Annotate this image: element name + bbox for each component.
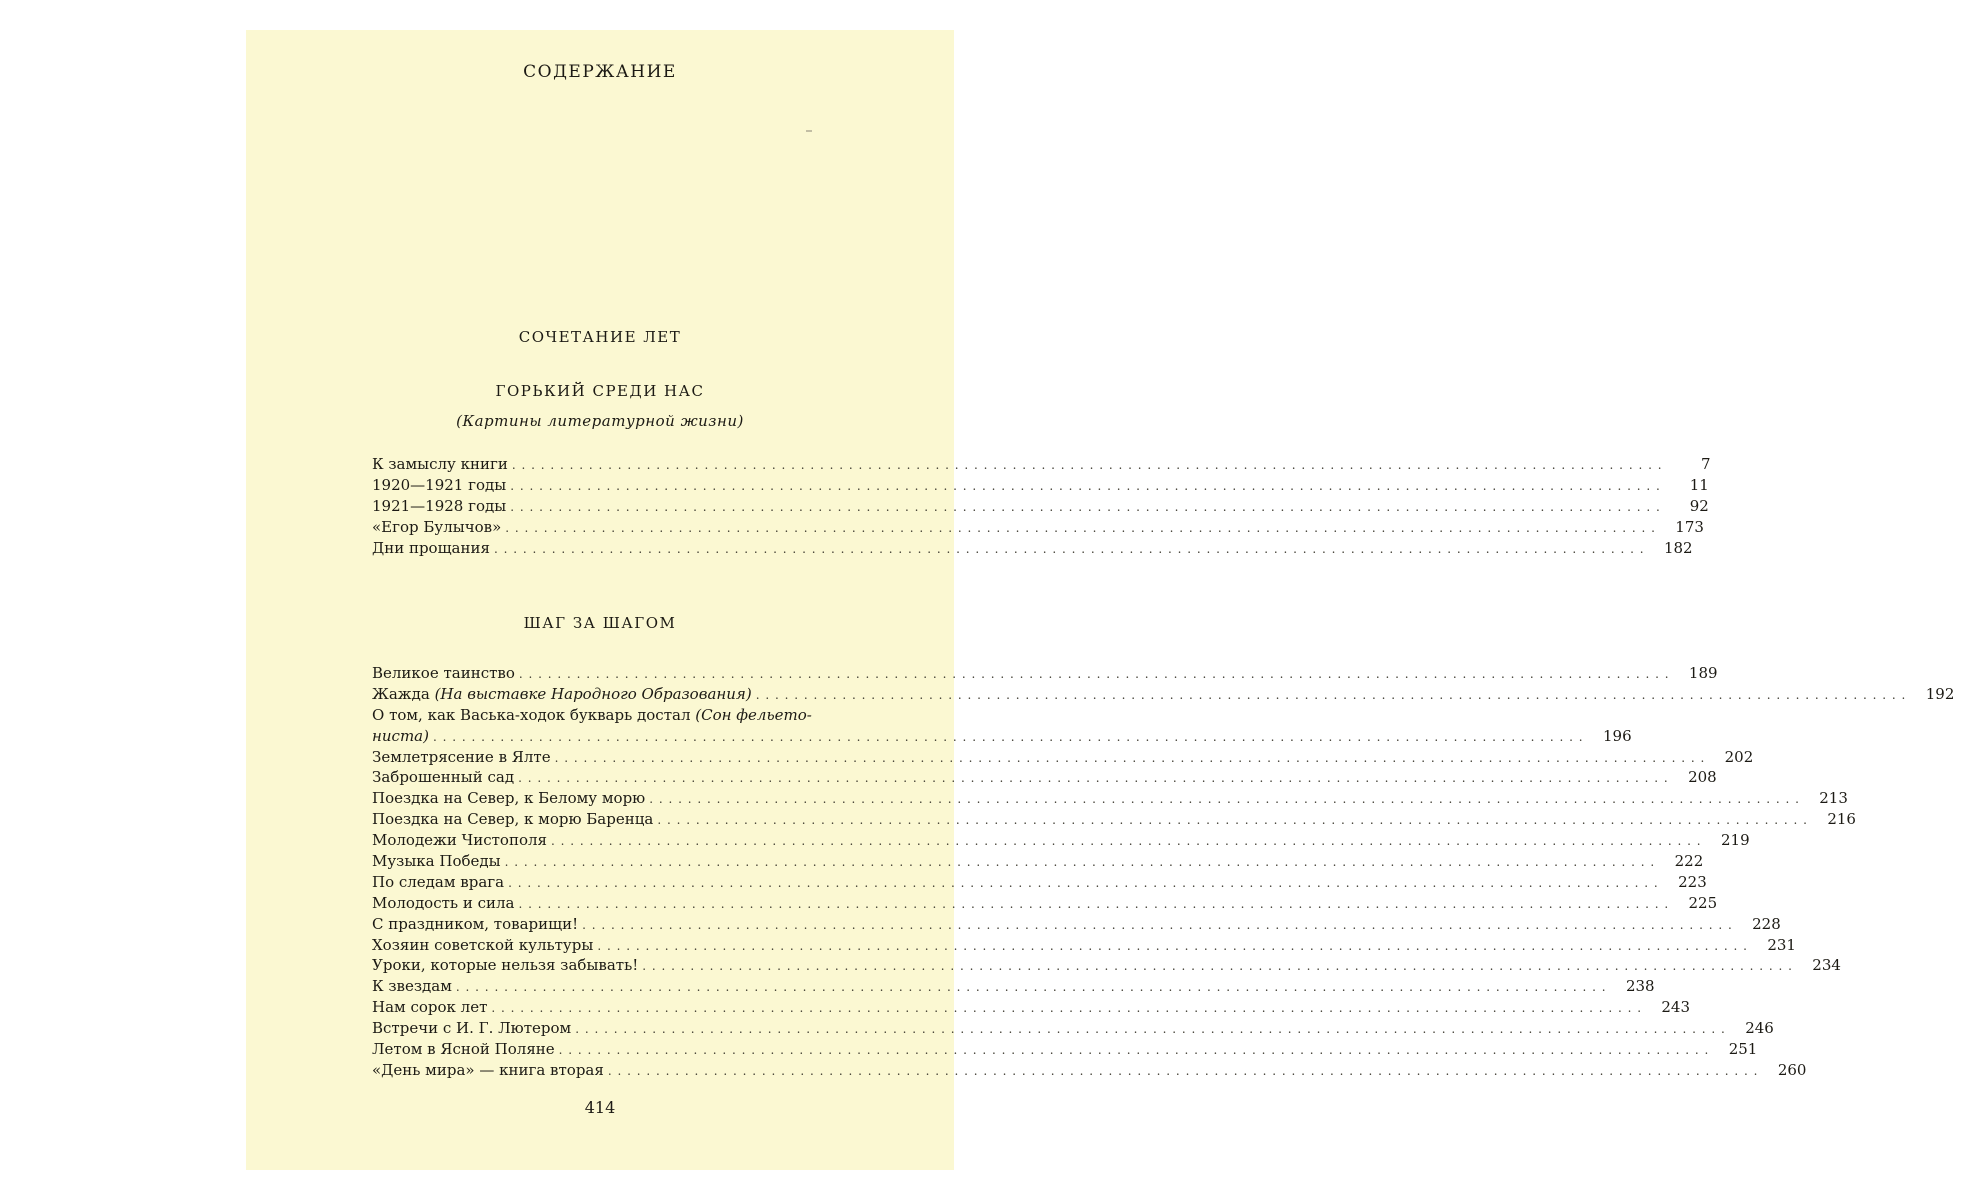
toc-entry-title-text: Поездка на Север, к Белому морю <box>372 789 646 808</box>
part-title: СОЧЕТАНИЕ ЛЕТ <box>518 328 682 346</box>
toc-entry-page: 202 <box>1724 747 1754 766</box>
toc-entry-title-text: Заброшенный сад <box>372 768 515 787</box>
toc-entry-title-text: Хозяин советской культуры <box>372 935 594 954</box>
toc-list-step-by-step <box>372 663 1955 1081</box>
toc-entry-page: 216 <box>1827 810 1856 829</box>
toc-entry <box>372 475 1709 496</box>
toc-list-gorky <box>372 454 1711 558</box>
toc-entry-title <box>372 976 452 997</box>
toc-leader-dots: . . . . . . . . . . . . . . . . . . . . . . . . . . . . . . . . . . . . . . . . . . . . . . . . . . . . . . . . . . . . . . . . . . . . . . . . . . . . . . . . . . . . . . . . . . . . . . . . . . . . . . . . . . . . . . . . . . . . . . . . <box>518 771 1669 786</box>
toc-entry-title <box>372 705 812 726</box>
toc-leader-dots: . . . . . . . . . . . . . . . . . . . . . . . . . . . . . . . . . . . . . . . . . . . . . . . . . . . . . . . . . . . . . . . . . . . . . . . . . . . . . . . . . . . . . . . . . . . . . . . . . . . . . . . . . . . . . . . . . . . . . . . . <box>642 959 1793 974</box>
toc-entry-page: 234 <box>1812 956 1841 975</box>
toc-entry-title <box>372 872 504 893</box>
toc-entry-title <box>372 788 645 809</box>
toc-entry-page: 231 <box>1767 935 1796 954</box>
toc-leader-dots: . . . . . . . . . . . . . . . . . . . . . . . . . . . . . . . . . . . . . . . . . . . . . . . . . . . . . . . . . . . . . . . . . . . . . . . . . . . . . . . . . . . . . . . . . . . . . . . . . . . . . . . . . . . . . . . . . . . . . . . . <box>657 813 1808 828</box>
toc-entry-title-text: 1921—1928 годы <box>372 496 507 515</box>
toc-entry-title <box>372 496 506 517</box>
toc-entry-page: 208 <box>1688 768 1717 787</box>
toc-entry-title-text: Молодежи Чистополя <box>372 831 547 850</box>
toc-entry-page: 238 <box>1625 977 1655 996</box>
toc-entry-title <box>372 684 752 705</box>
toc-entry <box>372 684 1955 705</box>
toc-entry <box>372 788 1848 809</box>
toc-entry-page: 189 <box>1688 664 1718 682</box>
toc-leader-dots: . . . . . . . . . . . . . . . . . . . . . . . . . . . . . . . . . . . . . . . . . . . . . . . . . . . . . . . . . . . . . . . . . . . . . . . . . . . . . . . . . . . . . . . . . . . . . . . . . . . . . . . . . . . . . . . . . . . . . . . . <box>493 541 1645 556</box>
toc-leader-dots: . . . . . . . . . . . . . . . . . . . . . . . . . . . . . . . . . . . . . . . . . . . . . . . . . . . . . . . . . . . . . . . . . . . . . . . . . . . . . . . . . . . . . . . . . . . . . . . . . . . . . . . . . . . . . . . . . . . . . . . . <box>510 478 1661 493</box>
toc-entry-title <box>372 955 638 976</box>
section-title-gorky: ГОРЬКИЙ СРЕДИ НАС <box>495 382 705 400</box>
toc-entry <box>372 1060 1807 1081</box>
toc-entry-page: 173 <box>1675 517 1704 536</box>
toc-entry-page: 213 <box>1819 789 1848 808</box>
toc-entry-title <box>372 809 653 830</box>
toc-entry-title-text: Музыка Победы <box>372 852 501 871</box>
toc-entry-page: 196 <box>1602 726 1632 745</box>
toc-entry-title-text: 1920—1921 годы <box>372 475 507 494</box>
toc-entry-title <box>372 454 508 475</box>
toc-entry-title <box>372 851 501 872</box>
toc-leader-dots: . . . . . . . . . . . . . . . . . . . . . . . . . . . . . . . . . . . . . . . . . . . . . . . . . . . . . . . . . . . . . . . . . . . . . . . . . . . . . . . . . . . . . . . . . . . . . . . . . . . . . . . . . . . . . . . . . . . . . . . . <box>491 1001 1643 1016</box>
toc-entry-title <box>372 830 547 851</box>
toc-entry-title <box>372 767 514 788</box>
toc-entry <box>372 705 884 726</box>
paper-speck <box>806 130 812 132</box>
toc-entry <box>372 496 1709 517</box>
toc-entry-page: 92 <box>1689 496 1709 515</box>
toc-entry <box>372 454 1711 475</box>
toc-entry-title-text: Землетрясение в Ялте <box>372 747 551 766</box>
toc-entry <box>372 747 1754 768</box>
toc-entry-title <box>372 475 506 496</box>
toc-entry-title-text: Летом в Ясной Поляне <box>372 1040 555 1059</box>
toc-leader-dots: . . . . . . . . . . . . . . . . . . . . . . . . . . . . . . . . . . . . . . . . . . . . . . . . . . . . . . . . . . . . . . . . . . . . . . . . . . . . . . . . . . . . . . . . . . . . . . . . . . . . . . . . . . . . . . . . . . . . . . . . <box>504 855 1656 870</box>
toc-entry-title <box>372 893 515 914</box>
toc-leader-dots: . . . . . . . . . . . . . . . . . . . . . . . . . . . . . . . . . . . . . . . . . . . . . . . . . . . . . . . . . . . . . . . . . . . . . . . . . . . . . . . . . . . . . . . . . . . . . . . . . . . . . . . . . . . . . . . . . . . . . . . . <box>550 834 1702 849</box>
toc-entry <box>372 1018 1774 1039</box>
toc-entry-page: 192 <box>1925 684 1955 703</box>
toc-entry-title-text: «День мира» — книга вторая <box>372 1060 604 1079</box>
toc-entry-title-text: Молодость и сила <box>372 893 515 912</box>
toc-entry-title-text: О том, как Васька-ходок букварь достал <box>372 705 691 724</box>
toc-leader-dots: . . . . . . . . . . . . . . . . . . . . . . . . . . . . . . . . . . . . . . . . . . . . . . . . . . . . . . . . . . . . . . . . . . . . . . . . . . . . . . . . . . . . . . . . . . . . . . . . . . . . . . . . . . . . . . . . . . . . . . . . <box>505 520 1656 535</box>
contents-heading: СОДЕРЖАНИЕ <box>523 62 677 82</box>
section-title-step-by-step: ШАГ ЗА ШАГОМ <box>523 614 677 632</box>
toc-entry-title-text: Поездка на Север, к морю Баренца <box>372 810 654 829</box>
toc-entry <box>372 976 1655 997</box>
toc-entry <box>372 997 1691 1018</box>
toc-entry-title <box>372 517 501 538</box>
toc-entry-page: 260 <box>1777 1060 1807 1079</box>
toc-entry-title <box>372 538 490 559</box>
toc-leader-dots: . . . . . . . . . . . . . . . . . . . . . . . . . . . . . . . . . . . . . . . . . . . . . . . . . . . . . . . . . . . . . . . . . . . . . . . . . . . . . . . . . . . . . . . . . . . . . . . . . . . . . . . . . . . . . . . . . . . . . . . . <box>508 875 1659 890</box>
toc-entry <box>372 955 1841 976</box>
toc-entry-title-text: Нам сорок лет <box>372 998 488 1017</box>
toc-entry-title-text: Встречи с И. Г. Лютером <box>372 1019 572 1038</box>
toc-entry-page: 223 <box>1678 872 1707 891</box>
toc-entry-title <box>372 747 551 768</box>
toc-entry-title-text: По следам врага <box>372 872 505 891</box>
toc-entry-page: 246 <box>1745 1019 1774 1038</box>
toc-entry <box>372 851 1704 872</box>
toc-entry <box>372 893 1718 914</box>
toc-entry-title-text: Жажда <box>372 684 430 703</box>
toc-entry <box>372 726 1632 747</box>
toc-leader-dots: . . . . . . . . . . . . . . . . . . . . . . . . . . . . . . . . . . . . . . . . . . . . . . . . . . . . . . . . . . . . . . . . . . . . . . . . . . . . . . . . . . . . . . . . . . . . . . . . . . . . . . . . . . . . . . . . . . . . . . . . <box>575 1022 1726 1037</box>
toc-entry-title-text: К замыслу книги <box>372 455 508 473</box>
toc-entry-page: 11 <box>1689 475 1709 494</box>
toc-leader-dots: . . . . . . . . . . . . . . . . . . . . . . . . . . . . . . . . . . . . . . . . . . . . . . . . . . . . . . . . . . . . . . . . . . . . . . . . . . . . . . . . . . . . . . . . . . . . . . . . . . . . . . . . . . . . . . . . . . . . . . . . <box>518 667 1670 681</box>
section-subtitle-gorky: (Картины литературной жизни) <box>456 412 744 430</box>
toc-entry-note: (Сон фельето- <box>695 705 812 724</box>
page-number: 414 <box>584 1098 616 1117</box>
toc-entry-page: 182 <box>1663 538 1693 557</box>
toc-leader-dots: . . . . . . . . . . . . . . . . . . . . . . . . . . . . . . . . . . . . . . . . . . . . . . . . . . . . . . . . . . . . . . . . . . . . . . . . . . . . . . . . . . . . . . . . . . . . . . . . . . . . . . . . . . . . . . . . . . . . . . . . <box>607 1063 1759 1078</box>
toc-leader-dots: . . . . . . . . . . . . . . . . . . . . . . . . . . . . . . . . . . . . . . . . . . . . . . . . . . . . . . . . . . . . . . . . . . . . . . . . . . . . . . . . . . . . . . . . . . . . . . . . . . . . . . . . . . . . . . . . . . . . . . . . <box>511 458 1663 472</box>
toc-entry-title <box>372 1060 604 1081</box>
toc-entry-note: ниста) <box>372 726 429 745</box>
book-page <box>246 30 1955 1170</box>
toc-leader-dots: . . . . . . . . . . . . . . . . . . . . . . . . . . . . . . . . . . . . . . . . . . . . . . . . . . . . . . . . . . . . . . . . . . . . . . . . . . . . . . . . . . . . . . . . . . . . . . . . . . . . . . . . . . . . . . . . . . . . . . . . <box>432 729 1584 744</box>
toc-entry-title <box>372 726 429 747</box>
toc-entry <box>372 767 1717 788</box>
toc-entry-note: (На выставке Народного Образования) <box>434 684 752 703</box>
toc-leader-dots: . . . . . . . . . . . . . . . . . . . . . . . . . . . . . . . . . . . . . . . . . . . . . . . . . . . . . . . . . . . . . . . . . . . . . . . . . . . . . . . . . . . . . . . . . . . . . . . . . . . . . . . . . . . . . . . . . . . . . . . . <box>510 499 1661 514</box>
toc-entry-title-text: Великое таинство <box>372 664 515 682</box>
toc-entry-title-text: К звездам <box>372 977 452 996</box>
toc-leader-dots: . . . . . . . . . . . . . . . . . . . . . . . . . . . . . . . . . . . . . . . . . . . . . . . . . . . . . . . . . . . . . . . . . . . . . . . . . . . . . . . . . . . . . . . . . . . . . . . . . . . . . . . . . . . . . . . . . . . . . . . . <box>582 917 1733 932</box>
toc-entry-page: 228 <box>1752 914 1781 933</box>
toc-entry-title-text: С праздником, товарищи! <box>372 914 579 933</box>
toc-entry-title-text: «Егор Булычов» <box>372 517 502 536</box>
toc-entry-title-text: Уроки, которые нельзя забывать! <box>372 956 639 975</box>
toc-entry <box>372 517 1704 538</box>
toc-entry-page: 219 <box>1720 831 1750 850</box>
toc-entry-page: 7 <box>1700 455 1711 473</box>
toc-entry-title <box>372 1039 555 1060</box>
toc-entry-title <box>372 914 578 935</box>
toc-entry <box>372 830 1750 851</box>
toc-entry-page: 251 <box>1728 1040 1758 1059</box>
toc-entry-title <box>372 997 487 1018</box>
toc-leader-dots: . . . . . . . . . . . . . . . . . . . . . . . . . . . . . . . . . . . . . . . . . . . . . . . . . . . . . . . . . . . . . . . . . . . . . . . . . . . . . . . . . . . . . . . . . . . . . . . . . . . . . . . . . . . . . . . . . . . . . . . . <box>558 1043 1710 1058</box>
toc-entry-title <box>372 663 515 684</box>
toc-entry <box>372 935 1796 956</box>
toc-leader-dots: . . . . . . . . . . . . . . . . . . . . . . . . . . . . . . . . . . . . . . . . . . . . . . . . . . . . . . . . . . . . . . . . . . . . . . . . . . . . . . . . . . . . . . . . . . . . . . . . . . . . . . . . . . . . . . . . . . . . . . . . <box>755 687 1907 702</box>
toc-entry <box>372 914 1781 935</box>
toc-leader-dots: . . . . . . . . . . . . . . . . . . . . . . . . . . . . . . . . . . . . . . . . . . . . . . . . . . . . . . . . . . . . . . . . . . . . . . . . . . . . . . . . . . . . . . . . . . . . . . . . . . . . . . . . . . . . . . . . . . . . . . . . <box>554 750 1706 765</box>
toc-entry-title <box>372 1018 571 1039</box>
toc-entry-title-text: Дни прощания <box>372 538 490 557</box>
toc-entry <box>372 809 1856 830</box>
toc-entry-page: 225 <box>1688 893 1718 912</box>
toc-entry-title <box>372 935 593 956</box>
toc-leader-dots: . . . . . . . . . . . . . . . . . . . . . . . . . . . . . . . . . . . . . . . . . . . . . . . . . . . . . . . . . . . . . . . . . . . . . . . . . . . . . . . . . . . . . . . . . . . . . . . . . . . . . . . . . . . . . . . . . . . . . . . . <box>518 896 1670 911</box>
toc-leader-dots: . . . . . . . . . . . . . . . . . . . . . . . . . . . . . . . . . . . . . . . . . . . . . . . . . . . . . . . . . . . . . . . . . . . . . . . . . . . . . . . . . . . . . . . . . . . . . . . . . . . . . . . . . . . . . . . . . . . . . . . . <box>649 792 1800 807</box>
toc-entry-page: 222 <box>1674 852 1704 871</box>
toc-entry-page: 243 <box>1661 998 1691 1017</box>
toc-entry <box>372 538 1693 559</box>
toc-leader-dots: . . . . . . . . . . . . . . . . . . . . . . . . . . . . . . . . . . . . . . . . . . . . . . . . . . . . . . . . . . . . . . . . . . . . . . . . . . . . . . . . . . . . . . . . . . . . . . . . . . . . . . . . . . . . . . . . . . . . . . . . <box>455 980 1607 995</box>
toc-entry <box>372 663 1718 684</box>
toc-entry <box>372 1039 1758 1060</box>
toc-leader-dots: . . . . . . . . . . . . . . . . . . . . . . . . . . . . . . . . . . . . . . . . . . . . . . . . . . . . . . . . . . . . . . . . . . . . . . . . . . . . . . . . . . . . . . . . . . . . . . . . . . . . . . . . . . . . . . . . . . . . . . . . <box>597 938 1748 953</box>
toc-entry <box>372 872 1707 893</box>
